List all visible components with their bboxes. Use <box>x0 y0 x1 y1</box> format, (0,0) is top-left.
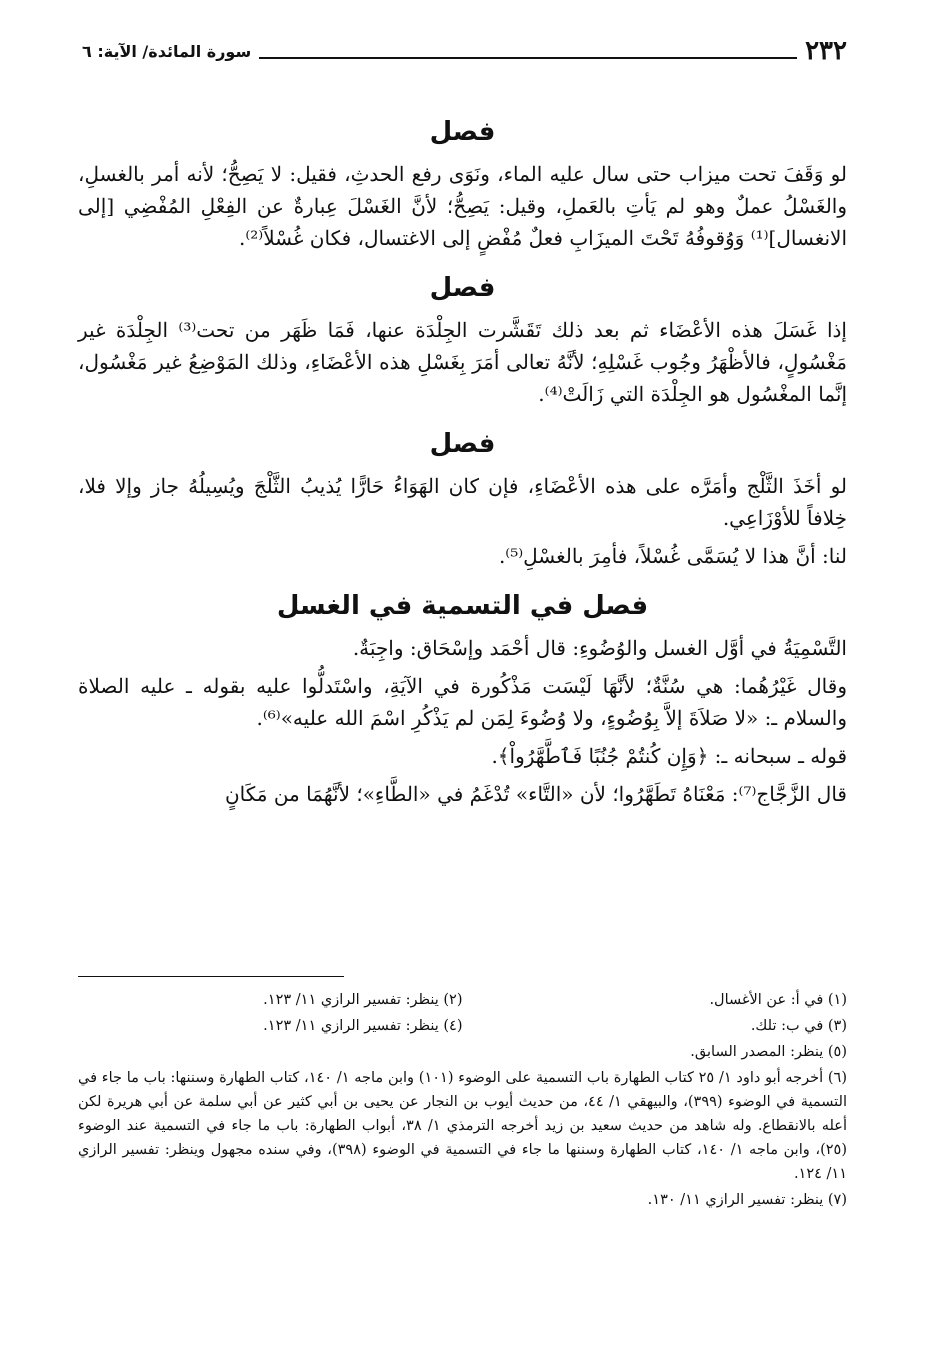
paragraph: التَّسْمِيَةُ في أوَّل الغسل والوُضُوءِ: قال أحْمَد وإسْحَاق: واجِبَةٌ. <box>352 636 847 660</box>
footnote: (٤) ينظر: تفسير الرازي ١١/ ١٢٣. <box>263 1018 463 1034</box>
footnote: (٥) ينظر: المصدر السابق. <box>690 1044 847 1060</box>
page-number: ٢٣٢ <box>805 36 847 66</box>
footnote-separator <box>78 976 344 977</box>
footnote: (٢) ينظر: تفسير الرازي ١١/ ١٢٣. <box>263 992 463 1008</box>
section-1 <box>78 112 847 254</box>
running-header <box>82 36 847 66</box>
main-text <box>78 112 847 824</box>
footnote-row <box>78 1014 847 1040</box>
section-heading: فصل <box>429 273 496 303</box>
section-3 <box>78 424 847 572</box>
section-heading: فصل في التسمية في الغسل <box>276 591 649 621</box>
paragraph: قال الزَّجَّاج⁽⁷⁾: مَعْنَاهُ تَطَهَّرُوا؛ لأن «التَّاء» تُدْغَمُ في «الطَّاءِ»؛ لأنَّهُمَا من مَكَانٍ <box>224 782 847 806</box>
paragraph: وقال غَيْرُهُما: هي سُنَّةٌ؛ لأنَّهَا لَيْسَت مَذْكُورة في الآيَةِ، واسْتَدلُّوا عليه بقوله ـ عليه الصلاة والسلام ـ: «لا صَلاَةَ إلاَّ بِوُضُوءٍ، ولا وُضُوءَ لِمَن لم يَذْكُرِ اسْمَ الله عليه»⁽⁶⁾. <box>78 674 847 730</box>
footnote: (١) في أ: عن الأغسال. <box>709 992 847 1008</box>
running-title: سورة المائدة/ الآية: ٦ <box>82 41 252 61</box>
footnote: (٧) ينظر: تفسير الرازي ١١/ ١٣٠. <box>647 1192 847 1208</box>
footnote: (٣) في ب: تلك. <box>750 1018 847 1034</box>
footnote: (٦) أخرجه أبو داود ١/ ٢٥ كتاب الطهارة باب التسمية على الوضوء (١٠١) وابن ماجه ١/ ١٤٠، كتاب الطهارة وسننها: باب ما جاء في التسمية في الوضوء (٣٩٩)، والبيهقي ١/ ٤٤، من حديث أيوب بن النجار عن يحيى بن أبي كثير عن أبي سلمة عن أبي هريرة لكن أعله بالانقطاع. وله شاهد من حديث سعيد بن زيد أخرجه الترمذي ١/ ٣٨، أبواب الطهارة: باب ما جاء في التسمية عند الوضوء (٢٥)، وابن ماجه ١/ ١٤٠، كتاب الطهارة وسننها ما جاء في التسمية في الوضوء (٣٩٨)، وفي سنده مجهول وينظر: تفسير الرازي ١١/ ١٢٤. <box>78 1070 847 1182</box>
footnotes <box>78 988 847 1214</box>
footnote-row <box>78 988 847 1014</box>
paragraph: لنا: أنَّ هذا لا يُسَمَّى غُسْلاً، فأمِرَ بالغسْلِ⁽⁵⁾. <box>498 544 847 568</box>
paragraph: لو وَقَفَ تحت ميزاب حتى سال عليه الماء، ونَوَى رفع الحدثِ، فقيل: لا يَصِحُّ؛ لأنه أمر بالغسلِ، والغَسْلُ عملٌ وهو لم يَأتِ بالعَملِ، وقيل: يَصِحُّ؛ لأنَّ الغَسْلَ عِبارةٌ عن الفِعْلِ المُفْضِي [إلى الانغسال]⁽¹⁾ وَوُقوفُهُ تَحْتَ الميزَابِ فعلٌ مُفْضٍ إلى الاغتسال، فكان غُسْلاً⁽²⁾. <box>78 162 848 250</box>
header-rule <box>259 43 797 59</box>
paragraph: إذا غَسَلَ هذه الأعْضَاء ثم بعد ذلك تَقَشَّرت الجِلْدَة عنها، فَمَا ظَهَر من تحت⁽³⁾ الجِلْدَة غير مَغْسُولٍ، فالأظْهَرُ وجُوب غَسْلِهِ؛ لأنَّهُ تعالى أمَرَ بِغَسْلِ هذه الأعْضَاءِ، وذلك المَوْضِعُ غير مَغْسُول، إنَّما المغْسُول هو الجِلْدَة التي زَالَتْ⁽⁴⁾. <box>78 318 847 406</box>
paragraph: لو أخَذَ الثَّلْج وأمَرَّه على هذه الأعْضَاءِ، فإن كان الهَوَاءُ حَارًّا يُذيبُ الثَّلْجَ ويُسِيلُهُ جاز وإلا فلا، خِلافاً للأوْزَاعِي. <box>78 474 847 530</box>
quran-verse-paragraph: قوله ـ سبحانه ـ: ﴿وَإِن كُنتُمْ جُنُبًا فَٱطَّهَّرُواْ﴾. <box>491 744 847 768</box>
section-heading: فصل <box>429 117 496 147</box>
section-2 <box>78 268 847 410</box>
section-4 <box>78 586 847 810</box>
section-heading: فصل <box>429 429 496 459</box>
